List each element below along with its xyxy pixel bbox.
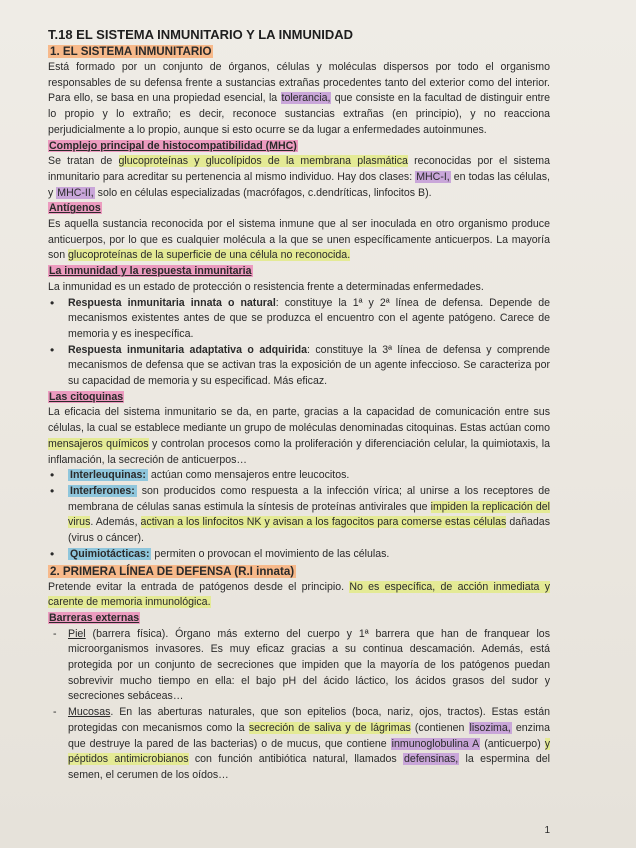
list-item: - Mucosas. En las aberturas naturales, que son epitelios (boca, nariz, ojos, tractos). Estas están protegidas con mecanismos como la secreción de saliva y de lágrimas (contienen lisozima, enzima que destruye la pared de las bacterias) o de mucus, que contiene inmunoglobulina A (anticuerpo) y péptidos antimicrobianos con función antibiótica natural, llamados defensinas, la espermina del semen, el cerumen de los oídos… bbox=[48, 705, 550, 784]
antigenos-paragraph: Es aquella sustancia reconocida por el sistema inmune que al ser inoculada en otro organismo produce anticuerpos, por lo que es cualquier molécula a la que se unen específicamente anticuerpos. La mayoría son glucoproteínas de la superficie de una célula no reconocida. bbox=[48, 218, 550, 262]
antigenos-heading: Antígenos bbox=[49, 202, 101, 215]
list-item: • Respuesta inmunitaria adaptativa o adquirida: constituye la 3ª línea de defensa y comprende mecanismos de defensa que se activan tras la exposición de un agente infeccioso. Se caracteriza por su capacidad de memoria y su especificad. Más eficaz. bbox=[48, 343, 550, 390]
barreras-heading: Barreras externas bbox=[49, 611, 140, 624]
inmunidad-intro: La inmunidad es un estado de protección o resistencia frente a determinadas enfermedades. bbox=[48, 280, 484, 293]
page-title: T.18 EL SISTEMA INMUNITARIO Y LA INMUNIDAD bbox=[48, 27, 354, 42]
mhc-paragraph: Se tratan de glucoproteínas y glucolípidos de la membrana plasmática reconocidas por el sistema inmunitario para acreditar su pertenencia al mismo individuo. Hay dos clases: MHC-I, en todas las células, y MHC-II, solo en células especializadas (macrófagos, c.dendríticas, linfocitos B). bbox=[48, 155, 551, 199]
section-1-heading: 1. EL SISTEMA INMUNITARIO bbox=[50, 45, 212, 58]
list-item: • Respuesta inmunitaria innata o natural: constituye la 1ª y 2ª línea de defensa. Depende de mecanismos existentes antes de que se produzca el encuentro con el agente patógeno. Carece de memoria y es inespecífica. bbox=[48, 296, 550, 343]
mhc-heading: Complejo principal de histocompatibilidad (MHC) bbox=[49, 139, 297, 152]
document-content bbox=[48, 26, 550, 784]
list-item: • Quimiotácticas: permiten o provocan el movimiento de las células. bbox=[48, 547, 550, 563]
list-item: - Piel (barrera física). Órgano más externo del cuerpo y 1ª barrera que han de franquear los microorganismos invasores. Es muy eficaz gracias a su continua descamación. Además, está protegida por un conjunto de secreciones que impiden que la mayoría de los patógenos puedan sobrevivir mucho tiempo en ella: el bajo pH del ácido láctico, los ácidos grasos del sudor y secreciones sebáceas… bbox=[48, 627, 550, 706]
section-2-paragraph: Pretende evitar la entrada de patógenos desde el principio. No es específica, de acción inmediata y carente de memoria inmunológica. bbox=[48, 580, 550, 609]
list-item: • Interleuquinas: actúan como mensajeros entre leucocitos. bbox=[48, 468, 550, 484]
inmunidad-heading: La inmunidad y la respuesta inmunitaria bbox=[49, 265, 252, 278]
list-item: • Interferones: son producidos como respuesta a la infección vírica; al unirse a los receptores de membrana de células sanas estimula la síntesis de proteínas antivirales que impiden la replicación del virus. Además, activan a los linfocitos NK y avisan a los fagocitos para comerse estas células dañadas (virus o cáncer). bbox=[48, 484, 550, 547]
barreras-list bbox=[48, 627, 550, 784]
inmunidad-list bbox=[48, 296, 550, 390]
citoquinas-list bbox=[48, 468, 550, 562]
citoquinas-heading: Las citoquinas bbox=[49, 390, 124, 403]
section-2-heading: 2. PRIMERA LÍNEA DE DEFENSA (R.I innata) bbox=[50, 564, 295, 578]
highlight-tolerancia: tolerancia, bbox=[281, 92, 331, 105]
page-number: 1 bbox=[544, 825, 550, 836]
section-1-paragraph: Está formado por un conjunto de órganos, células y moléculas dispersos por todo el organismo responsables de su defensa frente a sustancias extrañas procedentes tanto del exterior como del interior. Para ello, se basa en una propiedad esencial, la tolerancia, que consiste en la facultad de distinguir entre lo propio y lo extraño; es decir, reconoce sustancias extrañas (en principio), y no reacciona perjudicialmente a lo propio, aunque si esto ocurre se da lugar a enfermedades autoinmunes. bbox=[48, 61, 551, 136]
citoquinas-paragraph: La eficacia del sistema inmunitario se da, en parte, gracias a la capacidad de comunicación entre sus células, la cual se establece mediante un grupo de moléculas denominadas citoquinas. Estas actúan como mensajeros químicos y controlan procesos como la proliferación y diferenciación celular, la quimiotaxis, la inflamación, la secreción de anticuerpos… bbox=[48, 406, 550, 466]
